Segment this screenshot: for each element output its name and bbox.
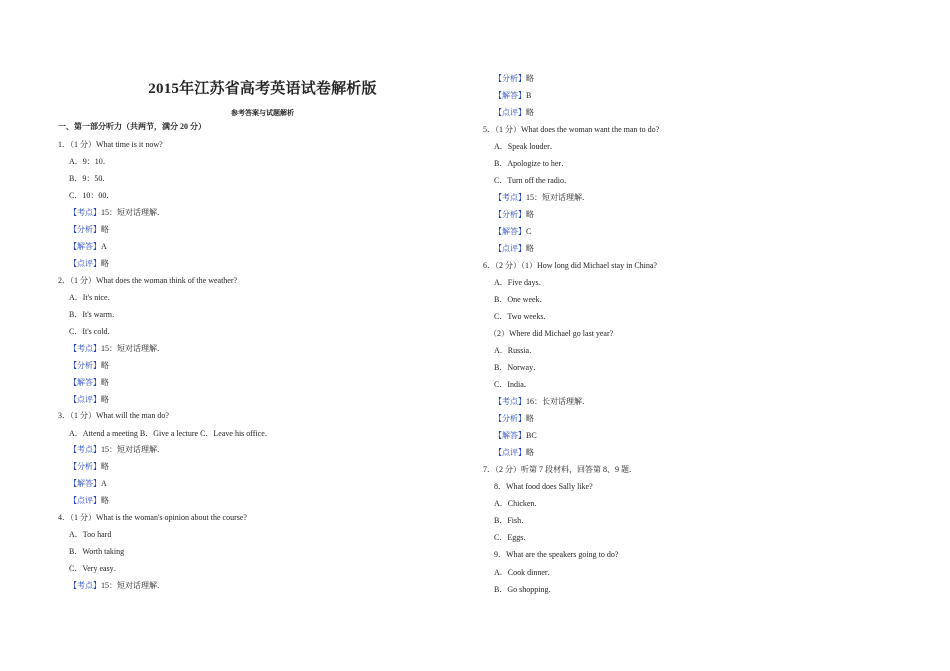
- question-6-option-b: B．One week．: [494, 295, 548, 304]
- jieda-tag: 【解答】: [494, 431, 526, 440]
- question-5-fenxi: [494, 210, 534, 220]
- question-2-fenxi: [69, 361, 109, 371]
- kaodian-tag: 【考点】: [69, 344, 101, 353]
- question-2-option-c: C．It's cold．: [69, 327, 116, 336]
- question-6-option-a: A．Five days．: [494, 278, 547, 287]
- kaodian-text: 15：短对话理解．: [101, 581, 165, 590]
- question-5-dianping: [494, 244, 534, 254]
- question-3-options: A．Attend a meeting B．Give a lecture C．Leave his office．: [69, 429, 273, 438]
- question-3-stem: 3．（1 分）What will the man do?: [58, 411, 169, 420]
- jieda-tag: 【解答】: [69, 242, 101, 251]
- question-6-sub2-option-a: A．Russia．: [494, 346, 538, 355]
- question-5-kaodian: [494, 193, 590, 203]
- question-6-jieda: [494, 431, 537, 441]
- question-2-option-b: B．It's warm．: [69, 310, 120, 319]
- prev-dianping: [494, 108, 534, 118]
- fenxi-text: 略: [101, 225, 109, 234]
- question-5-option-b: B．Apologize to her．: [494, 159, 570, 168]
- fenxi-tag: 【分析】: [494, 414, 526, 423]
- kaodian-tag: 【考点】: [69, 208, 101, 217]
- question-1-option-a: A．9：10．: [69, 157, 111, 166]
- dianping-tag: 【点评】: [494, 244, 526, 253]
- question-3-fenxi: [69, 462, 109, 472]
- fenxi-tag: 【分析】: [69, 361, 101, 370]
- dianping-text: 略: [526, 448, 534, 457]
- kaodian-tag: 【考点】: [494, 397, 526, 406]
- question-3-kaodian: [69, 445, 165, 455]
- jieda-text: C: [526, 227, 532, 236]
- jieda-tag: 【解答】: [69, 479, 101, 488]
- dianping-text: 略: [101, 259, 109, 268]
- question-1-fenxi: [69, 225, 109, 235]
- question-9-stem: 9．What are the speakers going to do?: [494, 550, 619, 559]
- question-5-jieda: [494, 227, 531, 237]
- question-6-stem: 6．（2 分）（1）How long did Michael stay in China?: [483, 261, 657, 270]
- fenxi-tag: 【分析】: [69, 462, 101, 471]
- fenxi-text: 略: [526, 414, 534, 423]
- jieda-text: 略: [101, 378, 109, 387]
- question-4-kaodian: [69, 581, 165, 591]
- dianping-text: 略: [526, 108, 534, 117]
- page-subtitle: 参考答案与试题解析: [231, 109, 294, 117]
- question-5-stem: 5．（1 分）What does the woman want the man to do?: [483, 125, 660, 134]
- kaodian-text: 15：短对话理解．: [101, 445, 165, 454]
- dianping-tag: 【点评】: [69, 395, 101, 404]
- jieda-text: B: [526, 91, 532, 100]
- question-6-sub2-option-c: C．India．: [494, 380, 532, 389]
- jieda-tag: 【解答】: [69, 378, 101, 387]
- question-3-dianping: [69, 496, 109, 506]
- question-1-option-c: C．10：00．: [69, 191, 115, 200]
- question-2-jieda: [69, 378, 109, 388]
- question-6-kaodian: [494, 397, 590, 407]
- question-1-stem: 1．（1 分）What time is it now?: [58, 140, 163, 149]
- section-heading: 一、第一部分听力（共两节，满分 20 分）: [58, 122, 206, 131]
- question-3-jieda: [69, 479, 107, 489]
- question-4-stem: 4．（1 分）What is the woman's opinion about the course?: [58, 513, 247, 522]
- question-5-option-a: A．Speak louder．: [494, 142, 558, 151]
- question-5-option-c: C．Turn off the radio．: [494, 176, 572, 185]
- kaodian-text: 15：短对话理解．: [101, 208, 165, 217]
- kaodian-tag: 【考点】: [69, 581, 101, 590]
- fenxi-tag: 【分析】: [494, 74, 526, 83]
- question-6-sub2-option-b: B．Norway．: [494, 363, 542, 372]
- prev-jieda: [494, 91, 531, 101]
- question-8-stem: 8．What food does Sally like?: [494, 482, 593, 491]
- question-8-option-a: A．Chicken．: [494, 499, 543, 508]
- fenxi-text: 略: [101, 462, 109, 471]
- jieda-tag: 【解答】: [494, 91, 526, 100]
- question-8-option-b: B．Fish．: [494, 516, 530, 525]
- question-6-sub2: （2）Where did Michael go last year?: [489, 329, 614, 338]
- question-1-kaodian: [69, 208, 165, 218]
- prev-fenxi: [494, 74, 534, 84]
- fenxi-text: 略: [101, 361, 109, 370]
- dianping-tag: 【点评】: [494, 448, 526, 457]
- fenxi-text: 略: [526, 74, 534, 83]
- fenxi-text: 略: [526, 210, 534, 219]
- jieda-text: A: [101, 242, 107, 251]
- question-6-option-c: C．Two weeks．: [494, 312, 552, 321]
- question-6-fenxi: [494, 414, 534, 424]
- dianping-text: 略: [101, 496, 109, 505]
- dianping-text: 略: [526, 244, 534, 253]
- question-4-option-c: C．Very easy．: [69, 564, 122, 573]
- question-1-jieda: [69, 242, 107, 252]
- question-1-dianping: [69, 259, 109, 269]
- question-4-option-b: B．Worth taking: [69, 547, 125, 556]
- question-4-option-a: A．Too hard: [69, 530, 112, 539]
- fenxi-tag: 【分析】: [69, 225, 101, 234]
- question-2-kaodian: [69, 344, 165, 354]
- fenxi-tag: 【分析】: [494, 210, 526, 219]
- kaodian-tag: 【考点】: [69, 445, 101, 454]
- question-2-option-a: A．It's nice．: [69, 293, 116, 302]
- question-8-option-c: C．Eggs．: [494, 533, 532, 542]
- question-9-option-a: A．Cook dinner．: [494, 568, 556, 577]
- question-7-stem: 7．（2 分）听第 7 段材料，回答第 8、9 题．: [483, 465, 637, 474]
- jieda-text: BC: [526, 431, 537, 440]
- kaodian-text: 16：长对话理解．: [526, 397, 590, 406]
- dianping-text: 略: [101, 395, 109, 404]
- dianping-tag: 【点评】: [69, 259, 101, 268]
- question-2-dianping: [69, 395, 109, 405]
- dianping-tag: 【点评】: [494, 108, 526, 117]
- kaodian-text: 15：短对话理解．: [526, 193, 590, 202]
- kaodian-text: 15：短对话理解．: [101, 344, 165, 353]
- question-2-stem: 2．（1 分）What does the woman think of the weather?: [58, 276, 238, 285]
- jieda-tag: 【解答】: [494, 227, 526, 236]
- question-1-option-b: B．9：50．: [69, 174, 111, 183]
- question-6-dianping: [494, 448, 534, 458]
- dianping-tag: 【点评】: [69, 496, 101, 505]
- kaodian-tag: 【考点】: [494, 193, 526, 202]
- page-title: 2015年江苏省高考英语试卷解析版: [148, 81, 377, 97]
- question-9-option-b: B．Go shopping．: [494, 585, 557, 594]
- jieda-text: A: [101, 479, 107, 488]
